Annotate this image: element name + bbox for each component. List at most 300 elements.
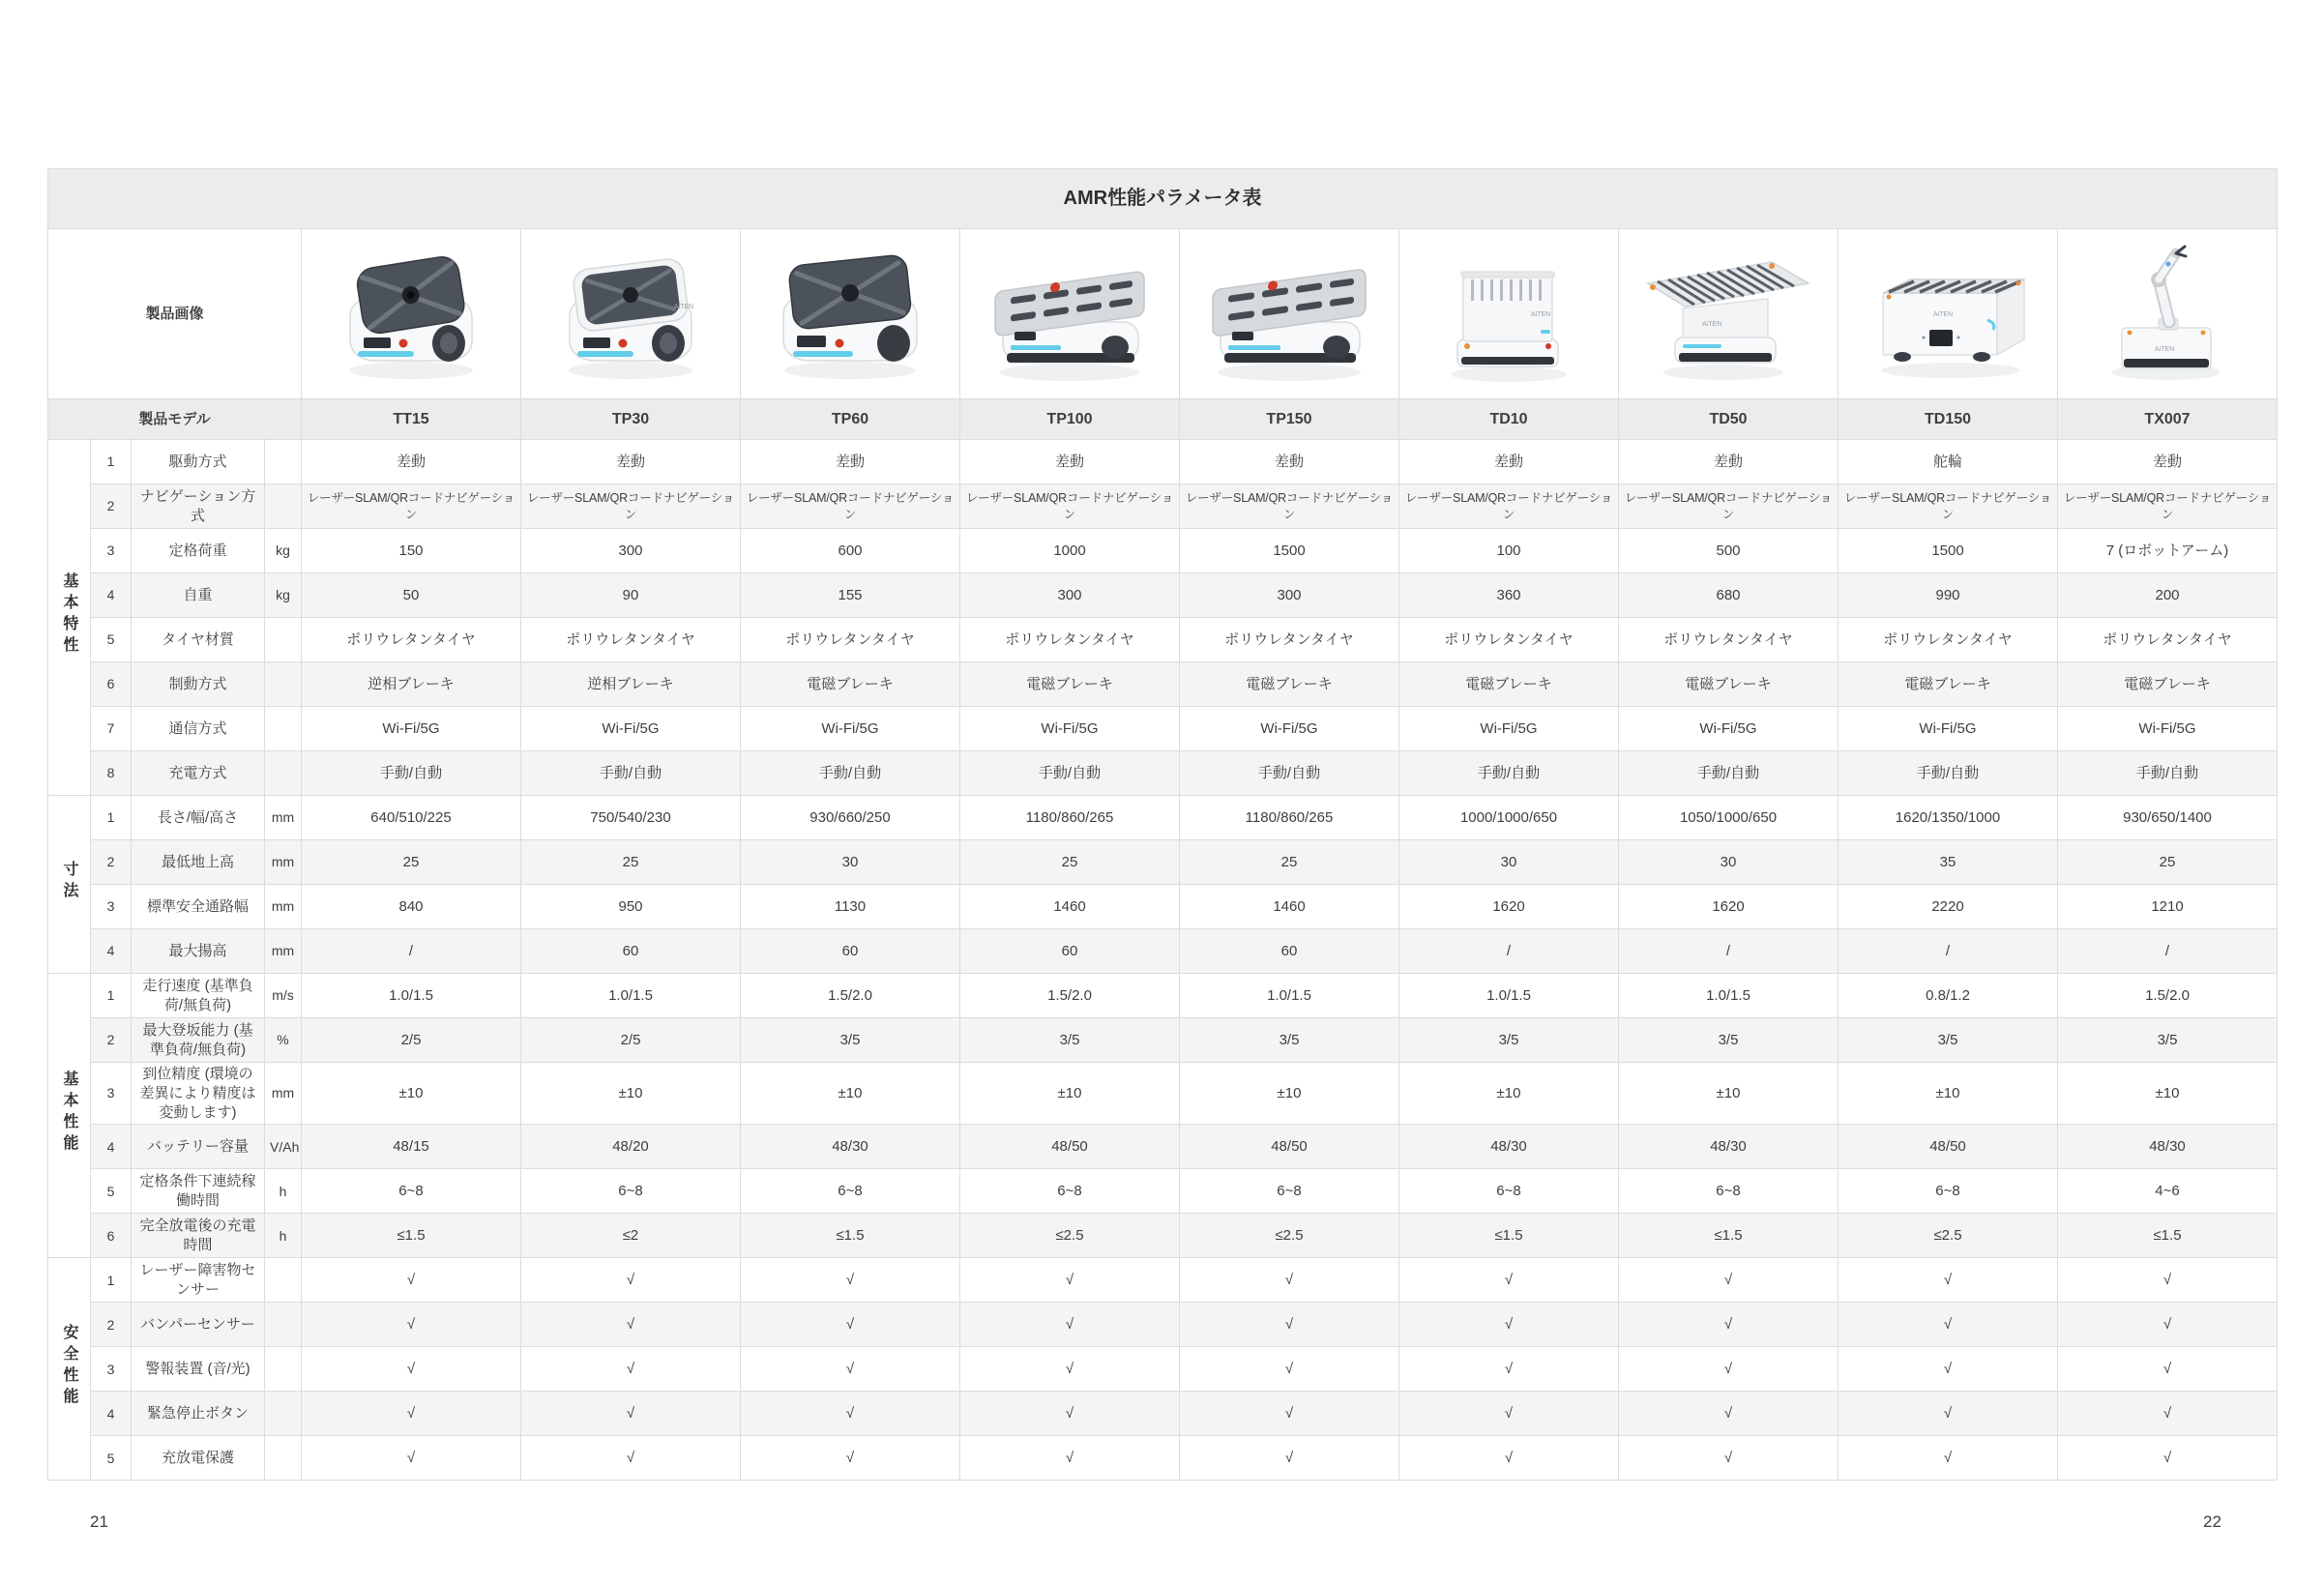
spec-value: √ [741, 1258, 960, 1303]
spec-value: 1500 [1180, 529, 1399, 573]
spec-value: 640/510/225 [302, 796, 521, 840]
row-unit: % [265, 1018, 302, 1063]
spec-value: √ [741, 1392, 960, 1436]
spec-value: 6~8 [1839, 1169, 2058, 1214]
spec-value: レーザーSLAM/QRコードナビゲーション [521, 484, 741, 529]
row-unit: V/Ah [265, 1125, 302, 1169]
spec-value: 手動/自動 [1839, 751, 2058, 796]
spec-value: 1620 [1619, 885, 1839, 929]
model-row-label: 製品モデル [48, 399, 302, 440]
row-unit: mm [265, 840, 302, 885]
spec-value: 差動 [1180, 440, 1399, 484]
section-label-text: 寸法 [61, 860, 78, 903]
spec-value: 1130 [741, 885, 960, 929]
spec-value: ≤1.5 [2058, 1214, 2278, 1258]
row-label: ナビゲーション方式 [132, 484, 265, 529]
spec-value: 手動/自動 [521, 751, 741, 796]
spec-value: 30 [1619, 840, 1839, 885]
spec-value: Wi-Fi/5G [1839, 707, 2058, 751]
product-image-tp60 [741, 229, 960, 399]
spec-value: 6~8 [1180, 1169, 1399, 1214]
compact-disc-top-robot-icon [529, 237, 732, 392]
row-unit: mm [265, 929, 302, 974]
spec-value: 25 [302, 840, 521, 885]
brand-text: AiTEN [1933, 310, 1954, 318]
spec-value: 逆相ブレーキ [302, 662, 521, 707]
spec-value: √ [2058, 1392, 2278, 1436]
spec-value: √ [521, 1436, 741, 1481]
spec-value: 6~8 [521, 1169, 741, 1214]
spec-value: 48/50 [1180, 1125, 1399, 1169]
spec-row [48, 1303, 2278, 1347]
row-number: 8 [91, 751, 132, 796]
spec-value: 3/5 [1399, 1018, 1619, 1063]
spec-value: 60 [521, 929, 741, 974]
spec-value: 1620 [1399, 885, 1619, 929]
spec-value: 1.0/1.5 [302, 974, 521, 1018]
spec-value: √ [1839, 1347, 2058, 1392]
model-tp60: TP60 [741, 399, 960, 440]
row-unit [265, 751, 302, 796]
model-tx007: TX007 [2058, 399, 2278, 440]
spec-value: 600 [741, 529, 960, 573]
product-image-tp30 [521, 229, 741, 399]
spec-value: レーザーSLAM/QRコードナビゲーション [1619, 484, 1839, 529]
spec-value: √ [1839, 1303, 2058, 1347]
row-label: タイヤ材質 [132, 618, 265, 662]
spec-value: 電磁ブレーキ [741, 662, 960, 707]
row-label: 走行速度 (基準負荷/無負荷) [132, 974, 265, 1018]
spec-value: √ [1399, 1436, 1619, 1481]
spec-value: 6~8 [302, 1169, 521, 1214]
roller-lift-robot-icon [1627, 237, 1830, 392]
spec-value: ポリウレタンタイヤ [2058, 618, 2278, 662]
spec-value: 2/5 [521, 1018, 741, 1063]
row-label: 定格条件下連続稼働時間 [132, 1169, 265, 1214]
row-number: 2 [91, 1018, 132, 1063]
spec-value: √ [521, 1392, 741, 1436]
compact-disc-top-robot-icon [749, 237, 952, 392]
row-unit: mm [265, 796, 302, 840]
model-td10: TD10 [1399, 399, 1619, 440]
spec-value: 1.0/1.5 [1180, 974, 1399, 1018]
spec-value: √ [960, 1436, 1180, 1481]
spec-value: ≤2.5 [1839, 1214, 2058, 1258]
row-unit: mm [265, 885, 302, 929]
spec-row [48, 440, 2278, 484]
page-number-right: 22 [2203, 1512, 2221, 1531]
row-unit [265, 484, 302, 529]
model-tp100: TP100 [960, 399, 1180, 440]
product-image-tp150 [1180, 229, 1399, 399]
spec-value: 500 [1619, 529, 1839, 573]
row-label: 自重 [132, 573, 265, 618]
spec-value: 930/660/250 [741, 796, 960, 840]
spec-value: / [302, 929, 521, 974]
row-label: 警報装置 (音/光) [132, 1347, 265, 1392]
spec-value: √ [1619, 1436, 1839, 1481]
spec-value: ±10 [1180, 1063, 1399, 1125]
row-number: 3 [91, 529, 132, 573]
row-unit: h [265, 1169, 302, 1214]
spec-value: 手動/自動 [1619, 751, 1839, 796]
spec-value: 6~8 [1399, 1169, 1619, 1214]
spec-value: 1.5/2.0 [960, 974, 1180, 1018]
spec-value: 手動/自動 [960, 751, 1180, 796]
section-label-3 [48, 1258, 91, 1481]
row-number: 4 [91, 1125, 132, 1169]
spec-value: √ [960, 1303, 1180, 1347]
spec-value: √ [1180, 1258, 1399, 1303]
spec-value: 0.8/1.2 [1839, 974, 2058, 1018]
spec-value: 電磁ブレーキ [1180, 662, 1399, 707]
row-number: 3 [91, 1347, 132, 1392]
spec-value: 3/5 [1619, 1018, 1839, 1063]
spec-row [48, 885, 2278, 929]
spec-value: √ [302, 1347, 521, 1392]
spec-value: 6~8 [1619, 1169, 1839, 1214]
spec-value: ポリウレタンタイヤ [521, 618, 741, 662]
spec-value: 手動/自動 [1399, 751, 1619, 796]
spec-value: Wi-Fi/5G [960, 707, 1180, 751]
spec-value: ポリウレタンタイヤ [302, 618, 521, 662]
spec-row [48, 1436, 2278, 1481]
conveyor-box-robot-icon [1846, 237, 2049, 392]
spec-value: ポリウレタンタイヤ [1619, 618, 1839, 662]
model-td150: TD150 [1839, 399, 2058, 440]
spec-value: 差動 [960, 440, 1180, 484]
spec-row [48, 618, 2278, 662]
spec-value: 電磁ブレーキ [2058, 662, 2278, 707]
spec-value: √ [1399, 1347, 1619, 1392]
brand-text: AiTEN [674, 303, 694, 310]
spec-value: Wi-Fi/5G [2058, 707, 2278, 751]
spec-value: √ [521, 1303, 741, 1347]
spec-value: 30 [1399, 840, 1619, 885]
spec-value: 電磁ブレーキ [960, 662, 1180, 707]
spec-row [48, 707, 2278, 751]
spec-row [48, 974, 2278, 1018]
spec-value: 舵輪 [1839, 440, 2058, 484]
amr-spec-table-wrap [47, 168, 2278, 1481]
spec-value: 680 [1619, 573, 1839, 618]
spec-row [48, 662, 2278, 707]
rack-top-robot-icon [1407, 237, 1610, 392]
spec-value: 50 [302, 573, 521, 618]
spec-value: Wi-Fi/5G [302, 707, 521, 751]
spec-value: √ [521, 1258, 741, 1303]
spec-value: 360 [1399, 573, 1619, 618]
spec-value: ≤2.5 [960, 1214, 1180, 1258]
row-number: 1 [91, 974, 132, 1018]
model-tp150: TP150 [1180, 399, 1399, 440]
spec-value: ポリウレタンタイヤ [1180, 618, 1399, 662]
spec-value: 6~8 [741, 1169, 960, 1214]
row-unit [265, 1347, 302, 1392]
spec-value: √ [1399, 1392, 1619, 1436]
row-label: 緊急停止ボタン [132, 1392, 265, 1436]
spec-value: ポリウレタンタイヤ [1839, 618, 2058, 662]
row-number: 6 [91, 662, 132, 707]
spec-row [48, 484, 2278, 529]
row-number: 4 [91, 929, 132, 974]
spec-value: 1460 [1180, 885, 1399, 929]
section-label-text: 基本特性 [61, 572, 78, 658]
spec-row [48, 1392, 2278, 1436]
spec-value: 6~8 [960, 1169, 1180, 1214]
spec-value: 1.5/2.0 [741, 974, 960, 1018]
spec-value: √ [1180, 1392, 1399, 1436]
row-label: 最低地上高 [132, 840, 265, 885]
spec-value: √ [2058, 1303, 2278, 1347]
row-number: 5 [91, 1169, 132, 1214]
spec-value: 差動 [1399, 440, 1619, 484]
spec-value: 48/50 [1839, 1125, 2058, 1169]
spec-value: √ [741, 1303, 960, 1347]
spec-value: 1000 [960, 529, 1180, 573]
row-number: 6 [91, 1214, 132, 1258]
product-image-tt15 [302, 229, 521, 399]
spec-value: 60 [741, 929, 960, 974]
row-label: 最大登坂能力 (基準負荷/無負荷) [132, 1018, 265, 1063]
spec-row [48, 1063, 2278, 1125]
page-title: AMR性能パラメータ表 [48, 169, 2278, 229]
spec-value: 1050/1000/650 [1619, 796, 1839, 840]
row-number: 5 [91, 618, 132, 662]
spec-value: レーザーSLAM/QRコードナビゲーション [1399, 484, 1619, 529]
row-number: 2 [91, 484, 132, 529]
compact-disc-top-robot-icon [309, 237, 513, 392]
spec-value: 1210 [2058, 885, 2278, 929]
row-unit [265, 440, 302, 484]
spec-value: √ [1399, 1303, 1619, 1347]
spec-value: 電磁ブレーキ [1399, 662, 1619, 707]
spec-value: ±10 [521, 1063, 741, 1125]
spec-value: レーザーSLAM/QRコードナビゲーション [1839, 484, 2058, 529]
row-label: 標準安全通路幅 [132, 885, 265, 929]
row-label: 到位精度 (環境の差異により精度は変動します) [132, 1063, 265, 1125]
row-label: 通信方式 [132, 707, 265, 751]
spec-value: 手動/自動 [302, 751, 521, 796]
spec-value: ≤1.5 [1399, 1214, 1619, 1258]
spec-value: 1.0/1.5 [521, 974, 741, 1018]
spec-value: 手動/自動 [1180, 751, 1399, 796]
spec-value: 48/20 [521, 1125, 741, 1169]
spec-value: ≤1.5 [1619, 1214, 1839, 1258]
spec-value: Wi-Fi/5G [1619, 707, 1839, 751]
spec-value: 48/50 [960, 1125, 1180, 1169]
spec-value: 930/650/1400 [2058, 796, 2278, 840]
spec-row [48, 751, 2278, 796]
spec-value: Wi-Fi/5G [521, 707, 741, 751]
spec-row [48, 573, 2278, 618]
spec-row [48, 1347, 2278, 1392]
spec-value: √ [521, 1347, 741, 1392]
flat-slat-top-robot-icon [968, 237, 1171, 392]
row-number: 7 [91, 707, 132, 751]
row-number: 4 [91, 573, 132, 618]
spec-value: √ [302, 1303, 521, 1347]
row-number: 3 [91, 1063, 132, 1125]
spec-value: 3/5 [960, 1018, 1180, 1063]
spec-value: / [1839, 929, 2058, 974]
spec-value: 950 [521, 885, 741, 929]
brand-text: AiTEN [1702, 320, 1722, 328]
spec-value: 4~6 [2058, 1169, 2278, 1214]
spec-value: 1.0/1.5 [1399, 974, 1619, 1018]
spec-value: 155 [741, 573, 960, 618]
spec-value: 48/30 [1399, 1125, 1619, 1169]
row-label: 最大揚高 [132, 929, 265, 974]
spec-row [48, 529, 2278, 573]
spec-value: 3/5 [1180, 1018, 1399, 1063]
spec-value: √ [1180, 1347, 1399, 1392]
spec-value: / [2058, 929, 2278, 974]
spec-value: 逆相ブレーキ [521, 662, 741, 707]
product-image-td50 [1619, 229, 1839, 399]
row-unit [265, 1436, 302, 1481]
spec-value: 60 [1180, 929, 1399, 974]
spec-value: 手動/自動 [741, 751, 960, 796]
spec-value: √ [1180, 1303, 1399, 1347]
spec-value: 200 [2058, 573, 2278, 618]
model-tt15: TT15 [302, 399, 521, 440]
spec-row [48, 840, 2278, 885]
spec-value: ポリウレタンタイヤ [960, 618, 1180, 662]
row-label: 長さ/幅/高さ [132, 796, 265, 840]
spec-value: √ [741, 1436, 960, 1481]
row-unit: kg [265, 573, 302, 618]
spec-value: 60 [960, 929, 1180, 974]
spec-value: 750/540/230 [521, 796, 741, 840]
robot-arm-robot-icon [2066, 237, 2269, 392]
spec-value: 100 [1399, 529, 1619, 573]
spec-value: ±10 [1399, 1063, 1619, 1125]
spec-row [48, 1214, 2278, 1258]
spec-value: ≤2.5 [1180, 1214, 1399, 1258]
spec-value: 電磁ブレーキ [1619, 662, 1839, 707]
spec-value: 1180/860/265 [960, 796, 1180, 840]
section-label-1 [48, 796, 91, 974]
spec-value: ±10 [1619, 1063, 1839, 1125]
image-row-label: 製品画像 [48, 229, 302, 399]
spec-value: / [1399, 929, 1619, 974]
spec-value: √ [1839, 1392, 2058, 1436]
spec-value: レーザーSLAM/QRコードナビゲーション [741, 484, 960, 529]
spec-value: √ [741, 1347, 960, 1392]
spec-value: 25 [2058, 840, 2278, 885]
spec-value: ポリウレタンタイヤ [741, 618, 960, 662]
spec-value: 90 [521, 573, 741, 618]
row-number: 4 [91, 1392, 132, 1436]
spec-value: Wi-Fi/5G [1180, 707, 1399, 751]
spec-value: 840 [302, 885, 521, 929]
spec-value: 2/5 [302, 1018, 521, 1063]
spec-value: 差動 [521, 440, 741, 484]
spec-value: 電磁ブレーキ [1839, 662, 2058, 707]
spec-value: √ [1180, 1436, 1399, 1481]
spec-value: 35 [1839, 840, 2058, 885]
row-unit: m/s [265, 974, 302, 1018]
spec-value: √ [1619, 1392, 1839, 1436]
spec-value: 1.0/1.5 [1619, 974, 1839, 1018]
spec-value: 手動/自動 [2058, 751, 2278, 796]
spec-value: √ [960, 1392, 1180, 1436]
spec-value: 48/30 [2058, 1125, 2278, 1169]
spec-value: √ [2058, 1258, 2278, 1303]
spec-value: 48/30 [1619, 1125, 1839, 1169]
spec-value: √ [2058, 1436, 2278, 1481]
spec-value: ±10 [960, 1063, 1180, 1125]
row-unit: mm [265, 1063, 302, 1125]
spec-value: レーザーSLAM/QRコードナビゲーション [2058, 484, 2278, 529]
spec-row [48, 929, 2278, 974]
spec-value: 差動 [1619, 440, 1839, 484]
spec-value: √ [960, 1258, 1180, 1303]
spec-value: √ [2058, 1347, 2278, 1392]
spec-value: 25 [960, 840, 1180, 885]
row-unit [265, 618, 302, 662]
spec-value: √ [1839, 1436, 2058, 1481]
section-label-text: 基本性能 [61, 1070, 78, 1156]
spec-value: √ [1399, 1258, 1619, 1303]
spec-value: ≤1.5 [302, 1214, 521, 1258]
section-label-2 [48, 974, 91, 1258]
spec-value: √ [1619, 1303, 1839, 1347]
spec-value: √ [302, 1392, 521, 1436]
row-unit [265, 1258, 302, 1303]
spec-value: レーザーSLAM/QRコードナビゲーション [960, 484, 1180, 529]
product-image-tp100 [960, 229, 1180, 399]
spec-value: レーザーSLAM/QRコードナビゲーション [302, 484, 521, 529]
spec-value: 30 [741, 840, 960, 885]
spec-value: ±10 [2058, 1063, 2278, 1125]
spec-value: √ [1619, 1258, 1839, 1303]
spec-value: 1.5/2.0 [2058, 974, 2278, 1018]
row-label: 定格荷重 [132, 529, 265, 573]
spec-value: 1180/860/265 [1180, 796, 1399, 840]
row-label: レーザー障害物センサー [132, 1258, 265, 1303]
spec-value: 300 [1180, 573, 1399, 618]
row-label: 充放電保護 [132, 1436, 265, 1481]
row-unit: kg [265, 529, 302, 573]
spec-row [48, 1258, 2278, 1303]
row-label: 駆動方式 [132, 440, 265, 484]
spec-value: 25 [521, 840, 741, 885]
row-number: 2 [91, 840, 132, 885]
model-td50: TD50 [1619, 399, 1839, 440]
spec-value: 300 [960, 573, 1180, 618]
section-label-0 [48, 440, 91, 796]
spec-value: Wi-Fi/5G [1399, 707, 1619, 751]
spec-value: 3/5 [741, 1018, 960, 1063]
row-unit [265, 1392, 302, 1436]
section-label-text: 安全性能 [61, 1323, 78, 1409]
row-number: 1 [91, 796, 132, 840]
spec-value: 7 (ロボットアーム) [2058, 529, 2278, 573]
page-number-left: 21 [90, 1512, 108, 1531]
spec-value: 差動 [302, 440, 521, 484]
row-label: バッテリー容量 [132, 1125, 265, 1169]
row-number: 1 [91, 440, 132, 484]
spec-value: ポリウレタンタイヤ [1399, 618, 1619, 662]
spec-value: √ [302, 1436, 521, 1481]
row-label: バンパーセンサー [132, 1303, 265, 1347]
row-number: 1 [91, 1258, 132, 1303]
row-label: 制動方式 [132, 662, 265, 707]
brand-text: AiTEN [1531, 310, 1551, 318]
spec-value: 1460 [960, 885, 1180, 929]
